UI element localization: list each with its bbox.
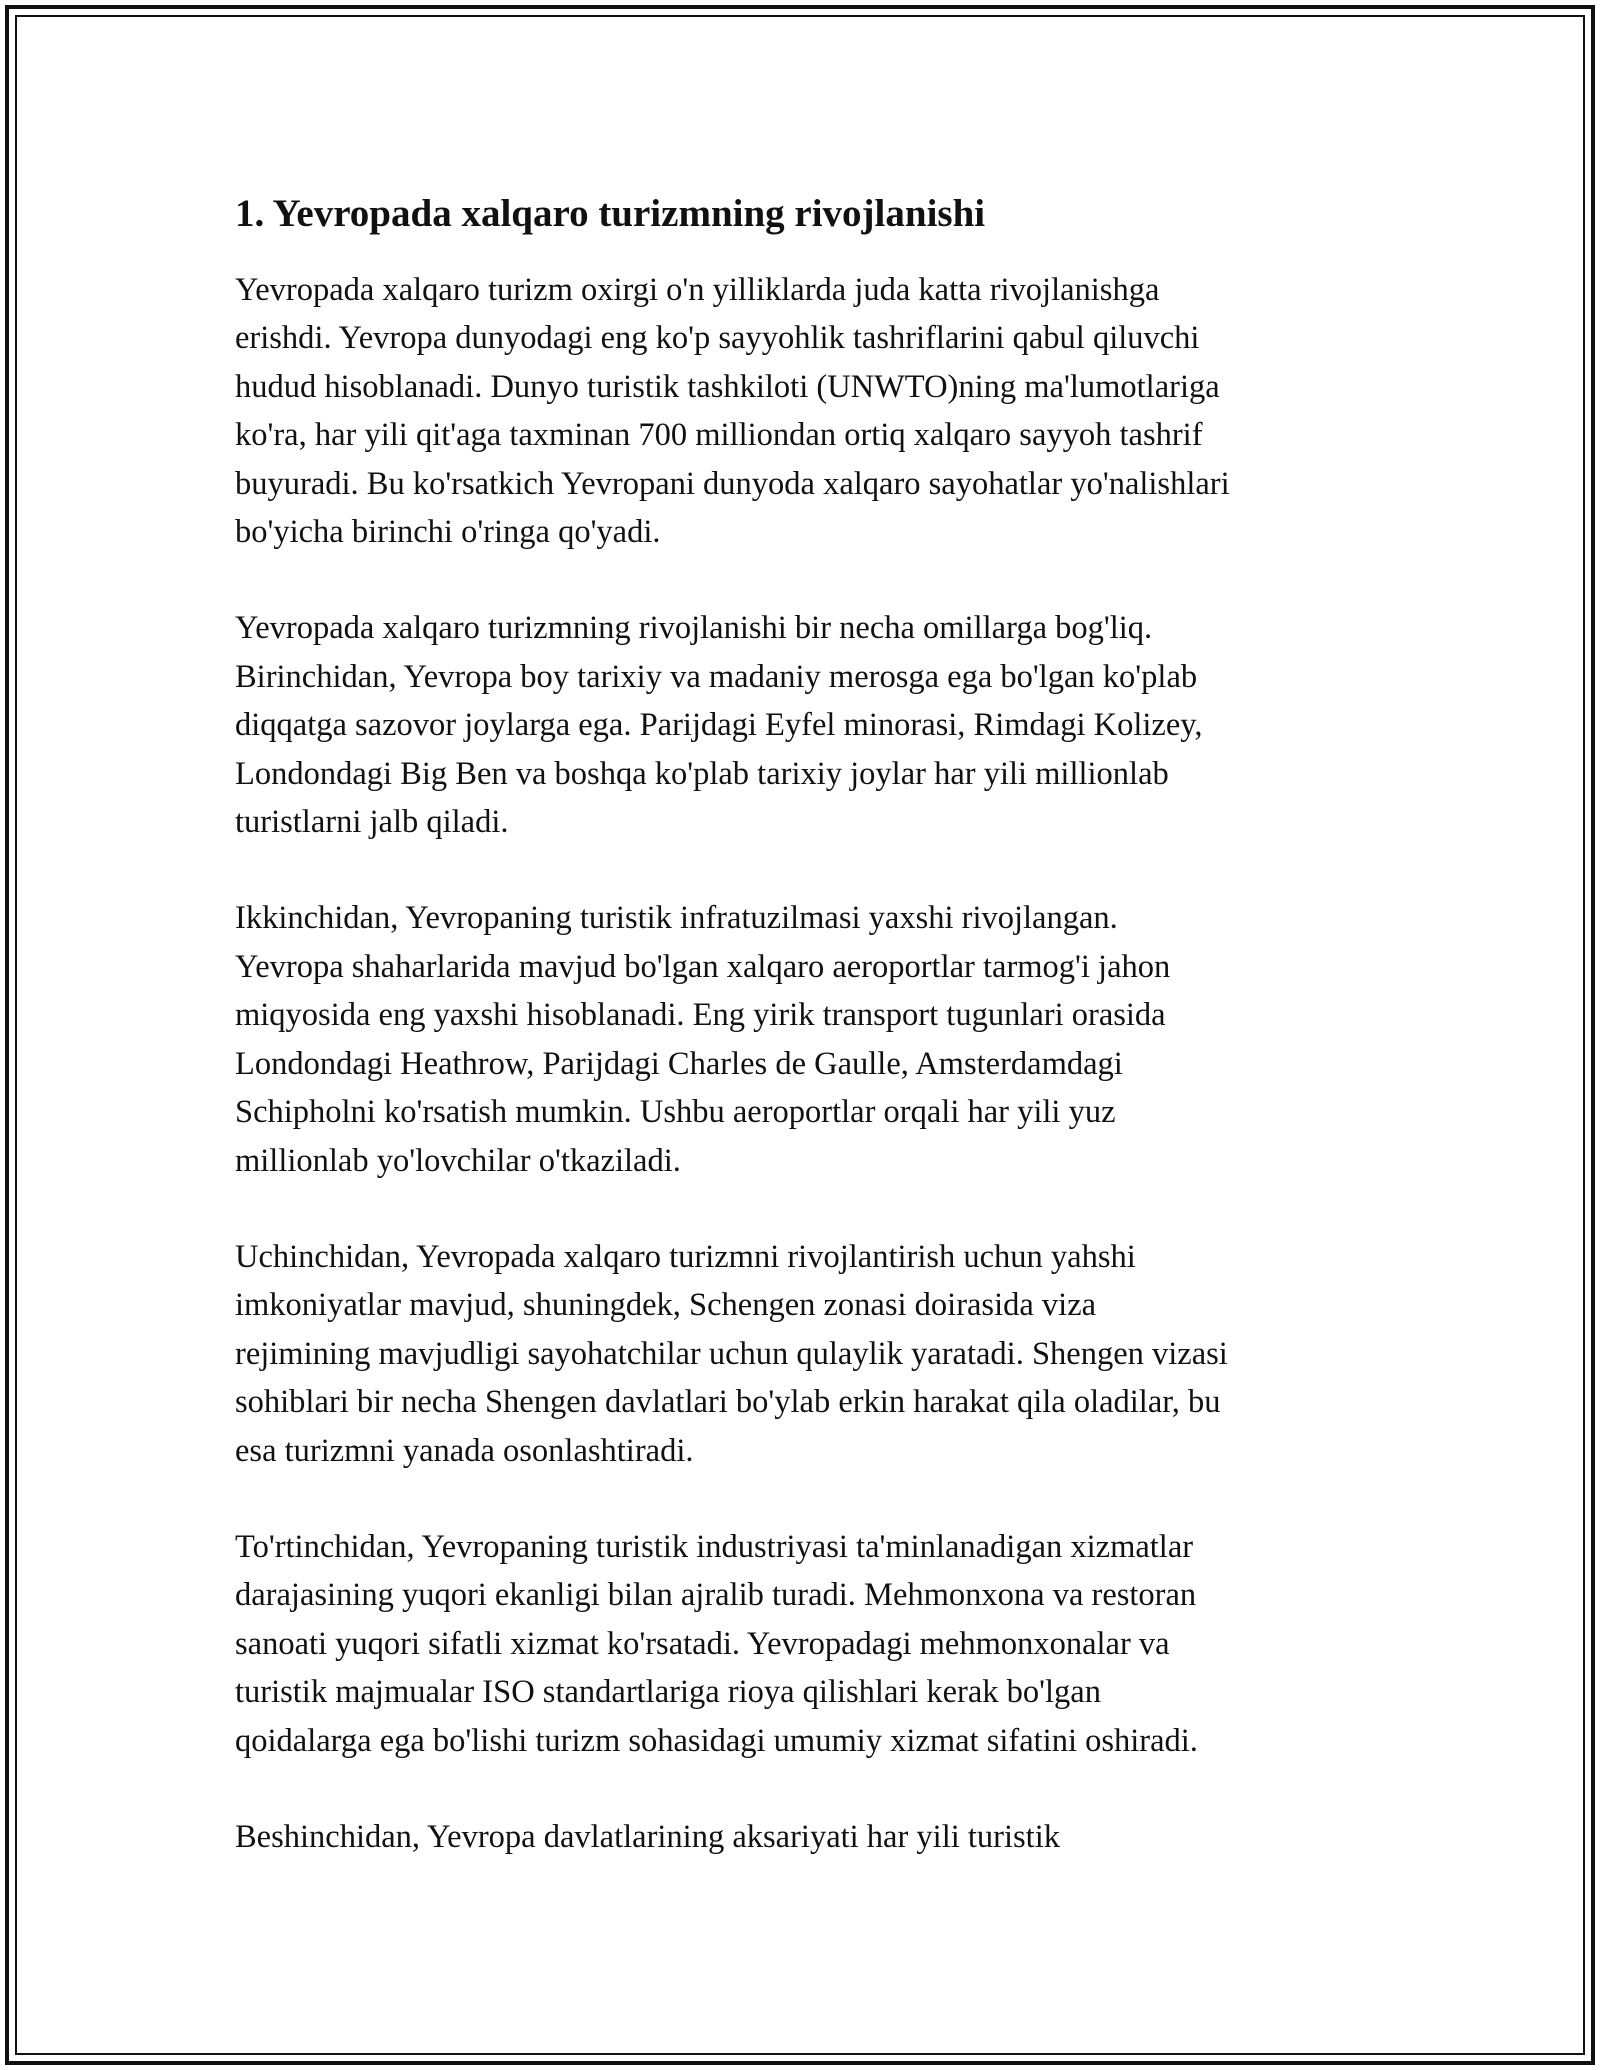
text-line: erishdi. Yevropa dunyodagi eng ko'p sayyohlik tashriflarini qabul qiluvchi (235, 320, 1200, 357)
text-line: Schipholni ko'rsatish mumkin. Ushbu aeroportlar orqali har yili yuz (235, 1094, 1116, 1131)
text-line: miqyosida eng yaxshi hisoblanadi. Eng yirik transport tugunlari orasida (235, 997, 1166, 1034)
paragraph-2 (235, 604, 1375, 846)
text-line: Londondagi Heathrow, Parijdagi Charles de Gaulle, Amsterdamdagi (235, 1045, 1123, 1082)
text-line: bo'yicha birinchi o'ringa qo'yadi. (235, 514, 661, 551)
paragraph-4 (235, 1233, 1375, 1475)
paragraph-5 (235, 1523, 1375, 1765)
text-line: hudud hisoblanadi. Dunyo turistik tashkiloti (UNWTO)ning ma'lumotlariga (235, 368, 1220, 405)
text-line: Ikkinchidan, Yevropaning turistik infratuzilmasi yaxshi rivojlangan. (235, 900, 1118, 937)
paragraph-6 (235, 1813, 1375, 1861)
text-line: diqqatga sazovor joylarga ega. Parijdagi Eyfel minorasi, Rimdagi Kolizey, (235, 707, 1203, 744)
text-line: Yevropada xalqaro turizm oxirgi o'n yilliklarda juda katta rivojlanishga (235, 272, 1160, 308)
text-line: Yevropada xalqaro turizmning rivojlanishi bir necha omillarga bog'liq. (235, 610, 1153, 647)
text-line: buyuradi. Bu ko'rsatkich Yevropani dunyoda xalqaro sayohatlar yo'nalishlari (235, 465, 1230, 502)
text-line: Uchinchidan, Yevropada xalqaro turizmni rivojlantirish uchun yahshi (235, 1238, 1136, 1275)
document-title: 1. Yevropada xalqaro turizmning rivojlanishi (235, 192, 986, 235)
text-line: sohiblari bir necha Shengen davlatlari bo'ylab erkin harakat qila oladilar, bu (235, 1384, 1221, 1421)
text-line: darajasining yuqori ekanligi bilan ajralib turadi. Mehmonxona va restoran (235, 1577, 1197, 1614)
text-line: qoidalarga ega bo'lishi turizm sohasidagi umumiy xizmat sifatini oshiradi. (235, 1722, 1198, 1759)
paragraph-1 (235, 266, 1375, 556)
text-line: turistik majmualar ISO standartlariga rioya qilishlari kerak bo'lgan (235, 1674, 1101, 1711)
text-line: rejimining mavjudligi sayohatchilar uchun qulaylik yaratadi. Shengen vizasi (235, 1335, 1228, 1372)
text-line: To'rtinchidan, Yevropaning turistik industriyasi ta'minlanadigan xizmatlar (235, 1528, 1194, 1565)
text-line: Yevropa shaharlarida mavjud bo'lgan xalqaro aeroportlar tarmog'i jahon (235, 948, 1171, 985)
document-body (235, 188, 1375, 1909)
text-line: esa turizmni yanada osonlashtiradi. (235, 1432, 694, 1469)
text-line: sanoati yuqori sifatli xizmat ko'rsatadi. Yevropadagi mehmonxonalar va (235, 1625, 1170, 1662)
text-line: ko'ra, har yili qit'aga taxminan 700 milliondan ortiq xalqaro sayyoh tashrif (235, 417, 1203, 454)
text-line: millionlab yo'lovchilar o'tkaziladi. (235, 1142, 681, 1179)
text-line: imkoniyatlar mavjud, shuningdek, Schengen zonasi doirasida viza (235, 1287, 1097, 1324)
text-line: Beshinchidan, Yevropa davlatlarining aksariyati har yili turistik (235, 1818, 1060, 1855)
paragraph-3 (235, 894, 1375, 1184)
text-line: Londondagi Big Ben va boshqa ko'plab tarixiy joylar har yili millionlab (235, 755, 1169, 792)
text-line: turistlarni jalb qiladi. (235, 804, 509, 841)
text-line: Birinchidan, Yevropa boy tarixiy va madaniy merosga ega bo'lgan ko'plab (235, 658, 1198, 695)
